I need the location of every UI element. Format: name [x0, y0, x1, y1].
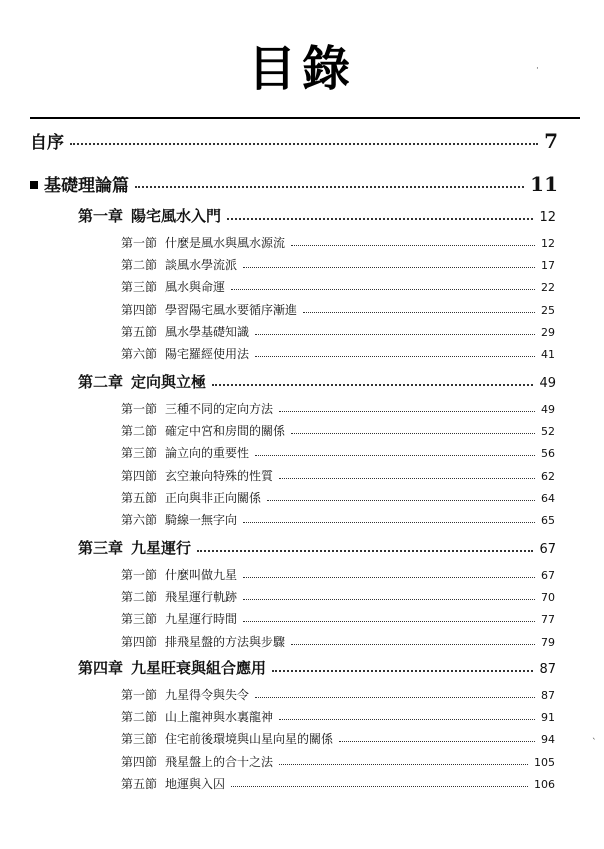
- dot-leader: [243, 522, 535, 523]
- toc-entry-section[interactable]: [121, 566, 555, 583]
- toc-entry-section[interactable]: [121, 730, 555, 747]
- section-label: [121, 444, 249, 461]
- chapter-title: 定向與立極: [131, 373, 207, 391]
- section-title: 學習陽宅風水要循序漸進: [165, 302, 298, 317]
- section-title: 正向與非正向關係: [165, 490, 262, 505]
- section-title: 三種不同的定向方法: [165, 402, 274, 416]
- dot-leader: [255, 697, 535, 698]
- section-label: [121, 422, 285, 439]
- section-number: 第一節: [121, 568, 158, 582]
- section-page: 41: [541, 348, 555, 361]
- dot-leader: [291, 433, 535, 434]
- section-label: [121, 686, 249, 703]
- toc-entry-section[interactable]: [121, 234, 555, 251]
- toc-entry-section[interactable]: [121, 400, 555, 417]
- chapter-number: 第四章: [78, 659, 124, 677]
- toc-entry-section[interactable]: [121, 345, 555, 362]
- chapter-label: [78, 537, 191, 558]
- toc-entry-section[interactable]: [121, 489, 555, 506]
- section-label: [121, 775, 225, 792]
- toc-entry-section[interactable]: [121, 256, 555, 273]
- section-title: 九星運行時間: [165, 612, 238, 627]
- section-page: 62: [541, 469, 555, 483]
- section-title: 山上龍神與水裏龍神: [165, 710, 274, 725]
- dot-leader: [227, 218, 533, 220]
- section-title: 玄空兼向特殊的性質: [165, 468, 274, 483]
- section-title: 確定中宮和房間的關係: [165, 424, 286, 439]
- chapter-title: 九星運行: [131, 539, 192, 557]
- dot-leader: [303, 312, 535, 313]
- section-page: 17: [541, 259, 555, 273]
- toc-entry-chapter[interactable]: [78, 205, 556, 226]
- chapter-number: 第一章: [78, 207, 124, 225]
- chapter-page: 49: [539, 376, 556, 391]
- dot-leader: [291, 644, 535, 645]
- scan-speck: ˋ: [592, 738, 597, 748]
- section-number: 第四節: [121, 468, 158, 483]
- section-page: 52: [541, 425, 555, 439]
- section-label: [121, 234, 285, 251]
- section-number: 第二節: [121, 258, 158, 273]
- section-label: [121, 588, 237, 605]
- section-label: [121, 301, 297, 318]
- section-label: [121, 730, 333, 747]
- toc-entry-section[interactable]: [121, 467, 555, 484]
- part-title: 基礎理論篇: [44, 176, 129, 196]
- section-label: [121, 489, 261, 506]
- section-page: 49: [541, 403, 555, 416]
- section-label: [121, 467, 273, 484]
- toc-entry-section[interactable]: [121, 444, 555, 461]
- dot-leader: [243, 577, 535, 578]
- toc-entry-section[interactable]: [121, 511, 555, 528]
- toc-entry-part[interactable]: [30, 171, 558, 196]
- dot-leader: [267, 500, 535, 501]
- section-number: 第三節: [121, 732, 158, 747]
- dot-leader: [70, 143, 538, 145]
- preface-page: 7: [544, 129, 558, 153]
- section-number: 第一節: [121, 236, 158, 250]
- dot-leader: [279, 764, 528, 765]
- dot-leader: [243, 621, 535, 622]
- dot-leader: [279, 411, 535, 412]
- section-title: 地運與入囚: [165, 776, 226, 791]
- section-page: 25: [541, 303, 555, 317]
- square-bullet-icon: [30, 181, 38, 189]
- section-page: 22: [541, 281, 555, 295]
- section-label: [121, 610, 237, 627]
- section-label: [121, 566, 237, 583]
- dot-leader: [291, 245, 535, 246]
- section-label: [121, 323, 249, 340]
- toc-entry-section[interactable]: [121, 633, 555, 650]
- section-page: 77: [541, 613, 555, 627]
- chapter-title: 九星旺衰與組合應用: [131, 659, 267, 677]
- section-label: [121, 400, 273, 417]
- toc-entry-section[interactable]: [121, 278, 555, 295]
- dot-leader: [197, 550, 533, 552]
- section-title: 住宅前後環境與山星向星的關係: [165, 732, 334, 747]
- section-page: 64: [541, 491, 555, 505]
- section-number: 第三節: [121, 446, 158, 461]
- section-page: 106: [534, 777, 555, 791]
- section-label: [121, 753, 273, 770]
- chapter-page: 67: [539, 542, 556, 557]
- section-page: 70: [541, 591, 555, 605]
- dot-leader: [272, 670, 533, 672]
- toc-entry-chapter[interactable]: [78, 657, 556, 678]
- section-page: 56: [541, 447, 555, 461]
- toc-entry-chapter[interactable]: [78, 371, 556, 392]
- toc-entry-section[interactable]: [121, 301, 555, 318]
- toc-entry-chapter[interactable]: [78, 537, 556, 558]
- dot-leader: [255, 356, 535, 357]
- preface-label: 自序: [30, 133, 64, 153]
- toc-entry-section[interactable]: [121, 588, 555, 605]
- page-title: 目錄: [247, 41, 356, 97]
- toc-entry-section[interactable]: [121, 610, 555, 627]
- chapter-label: [78, 657, 266, 678]
- dot-leader: [279, 719, 535, 720]
- section-title: 論立向的重要性: [165, 446, 250, 461]
- section-number: 第二節: [121, 710, 158, 725]
- toc-entry-section[interactable]: [121, 775, 555, 792]
- dot-leader: [231, 289, 535, 290]
- chapter-number: 第三章: [78, 539, 124, 557]
- section-number: 第三節: [121, 612, 158, 627]
- dot-leader: [135, 186, 524, 188]
- dot-leader: [279, 478, 535, 479]
- chapter-page: 87: [539, 662, 556, 677]
- scan-speck: ·: [536, 64, 539, 74]
- chapter-page: 12: [539, 210, 556, 225]
- toc-entry-section[interactable]: [121, 422, 555, 439]
- section-page: 94: [541, 733, 555, 747]
- section-page: 87: [541, 689, 555, 702]
- section-number: 第三節: [121, 280, 158, 295]
- section-number: 第六節: [121, 513, 158, 527]
- section-page: 105: [534, 755, 555, 769]
- section-page: 65: [541, 514, 555, 527]
- dot-leader: [255, 455, 535, 456]
- section-label: [121, 345, 249, 362]
- section-label: [121, 511, 237, 528]
- dot-leader: [212, 384, 533, 386]
- chapter-number: 第二章: [78, 373, 124, 391]
- section-title: 什麼是風水與風水源流: [165, 236, 286, 250]
- section-title: 飛星盤上的合十之法: [165, 754, 274, 769]
- part-label: [30, 171, 129, 196]
- part-page: 11: [530, 172, 558, 196]
- dot-leader: [243, 599, 535, 600]
- section-number: 第一節: [121, 688, 158, 702]
- dot-leader: [339, 741, 535, 742]
- section-title: 飛星運行軌跡: [165, 590, 238, 605]
- section-number: 第六節: [121, 347, 158, 361]
- title-rule: [30, 117, 580, 119]
- dot-leader: [231, 786, 528, 787]
- section-title: 九星得令與失令: [165, 688, 250, 702]
- chapter-label: [78, 371, 206, 392]
- section-number: 第五節: [121, 776, 158, 791]
- chapter-label: [78, 205, 221, 226]
- section-number: 第一節: [121, 402, 158, 416]
- section-title: 陽宅羅經使用法: [165, 347, 250, 361]
- toc-entry-section[interactable]: [121, 686, 555, 703]
- section-page: 29: [541, 325, 555, 339]
- section-label: [121, 708, 273, 725]
- section-number: 第四節: [121, 634, 158, 649]
- section-title: 風水與命運: [165, 280, 226, 295]
- section-title: 排飛星盤的方法與步驟: [165, 634, 286, 649]
- toc-entry-section[interactable]: [121, 708, 555, 725]
- section-label: [121, 256, 237, 273]
- section-number: 第二節: [121, 424, 158, 439]
- section-page: 12: [541, 237, 555, 250]
- section-number: 第五節: [121, 490, 158, 505]
- section-number: 第二節: [121, 590, 158, 605]
- section-label: [121, 633, 285, 650]
- section-title: 風水學基礎知識: [165, 324, 250, 339]
- toc-entry-section[interactable]: [121, 323, 555, 340]
- section-number: 第四節: [121, 302, 158, 317]
- section-number: 第五節: [121, 324, 158, 339]
- section-title: 什麼叫做九星: [165, 568, 238, 582]
- section-page: 91: [541, 711, 555, 725]
- dot-leader: [243, 267, 535, 268]
- dot-leader: [255, 334, 535, 335]
- section-label: [121, 278, 225, 295]
- section-title: 談風水學流派: [165, 258, 238, 273]
- toc-entry-preface[interactable]: [30, 128, 558, 153]
- section-page: 79: [541, 635, 555, 649]
- chapter-title: 陽宅風水入門: [131, 207, 222, 225]
- section-title: 騎線一無字向: [165, 513, 238, 527]
- toc-entry-section[interactable]: [121, 753, 555, 770]
- section-page: 67: [541, 569, 555, 582]
- section-number: 第四節: [121, 754, 158, 769]
